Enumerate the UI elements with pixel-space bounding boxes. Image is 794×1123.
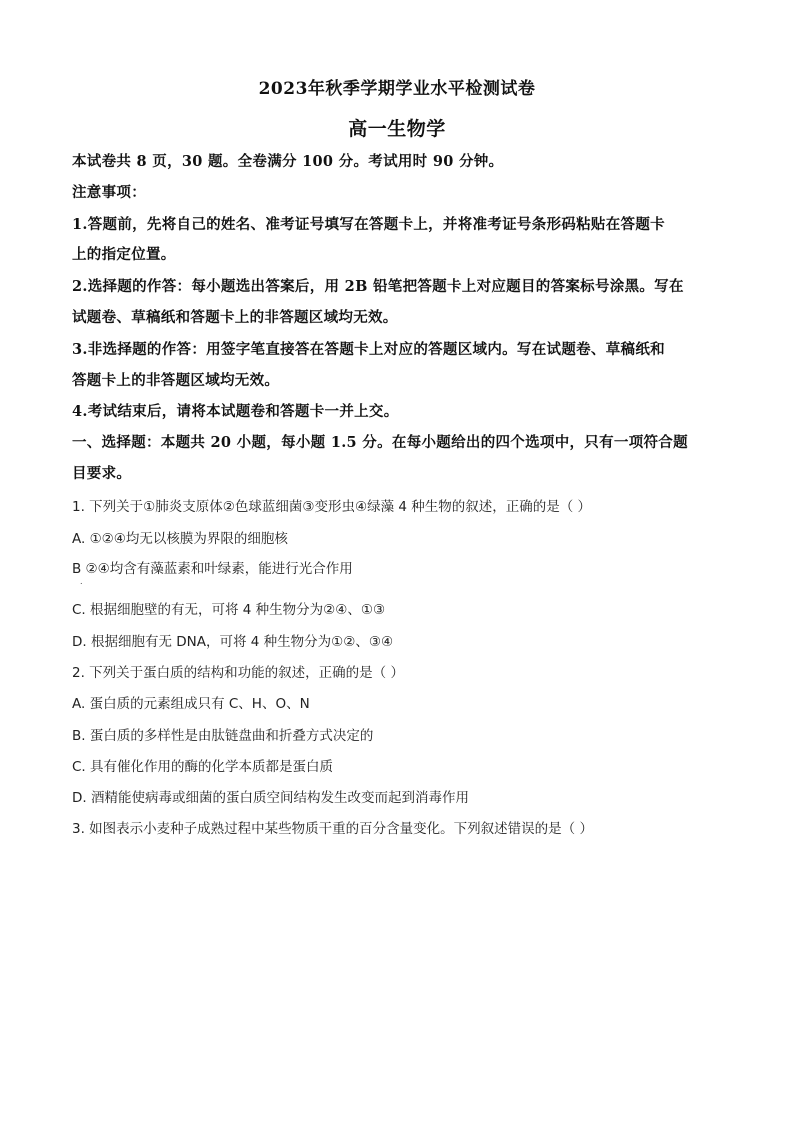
exam-summary: 本试卷共 8 页，30 题。全卷满分 100 分。考试用时 90 分钟。 — [72, 153, 504, 170]
notice-line: 2.选择题的作答：每小题选出答案后，用 2B 铅笔把答题卡上对应题目的答案标号涂黑。写在 — [72, 278, 684, 295]
question-option: D. 酒精能使病毒或细菌的蛋白质空间结构发生改变而起到消毒作用 — [72, 790, 469, 806]
section-heading: 一、选择题：本题共 20 小题，每小题 1.5 分。在每小题给出的四个选项中，只有一项符合题 — [72, 434, 688, 451]
question-option: C. 具有催化作用的酶的化学本质都是蛋白质 — [72, 759, 334, 775]
notice-line: 上的指定位置。 — [72, 246, 176, 263]
notice-heading: 注意事项： — [72, 184, 146, 201]
section-heading-cont: 目要求。 — [72, 465, 132, 482]
question-stem: 1. 下列关于①肺炎支原体②色球蓝细菌③变形虫④绿藻 4 种生物的叙述，正确的是（ ） — [72, 499, 592, 515]
question-option: A. ①②④均无以核膜为界限的细胞核 — [72, 531, 288, 547]
notice-line: 4.考试结束后，请将本试题卷和答题卡一并上交。 — [72, 403, 399, 420]
notice-line: 3.非选择题的作答：用签字笔直接答在答题卡上对应的答题区域内。写在试题卷、草稿纸和 — [72, 341, 665, 358]
question-option: D. 根据细胞有无 DNA，可将 4 种生物分为①②、③④ — [72, 634, 394, 650]
notice-line: 试题卷、草稿纸和答题卡上的非答题区域均无效。 — [72, 309, 398, 326]
exam-title: 2023年秋季学期学业水平检测试卷 — [258, 79, 536, 99]
notice-line: 答题卡上的非答题区域均无效。 — [72, 372, 280, 389]
question-option: B. 蛋白质的多样性是由肽链盘曲和折叠方式决定的 — [72, 728, 374, 744]
question-stem: 3. 如图表示小麦种子成熟过程中某些物质干重的百分含量变化。下列叙述错误的是（ ） — [72, 821, 593, 837]
question-option: B ②④均含有藻蓝素和叶绿素，能进行光合作用 — [72, 561, 353, 577]
question-option: C. 根据细胞壁的有无，可将 4 种生物分为②④、①③ — [72, 602, 386, 618]
notice-line: 1.答题前，先将自己的姓名、准考证号填写在答题卡上，并将准考证号条形码粘贴在答题卡 — [72, 216, 665, 233]
question-stem: 2. 下列关于蛋白质的结构和功能的叙述，正确的是（ ） — [72, 665, 404, 681]
option-b-marker: . — [80, 577, 83, 586]
subject-title: 高一生物学 — [348, 118, 446, 140]
question-option: A. 蛋白质的元素组成只有 C、H、O、N — [72, 696, 310, 712]
